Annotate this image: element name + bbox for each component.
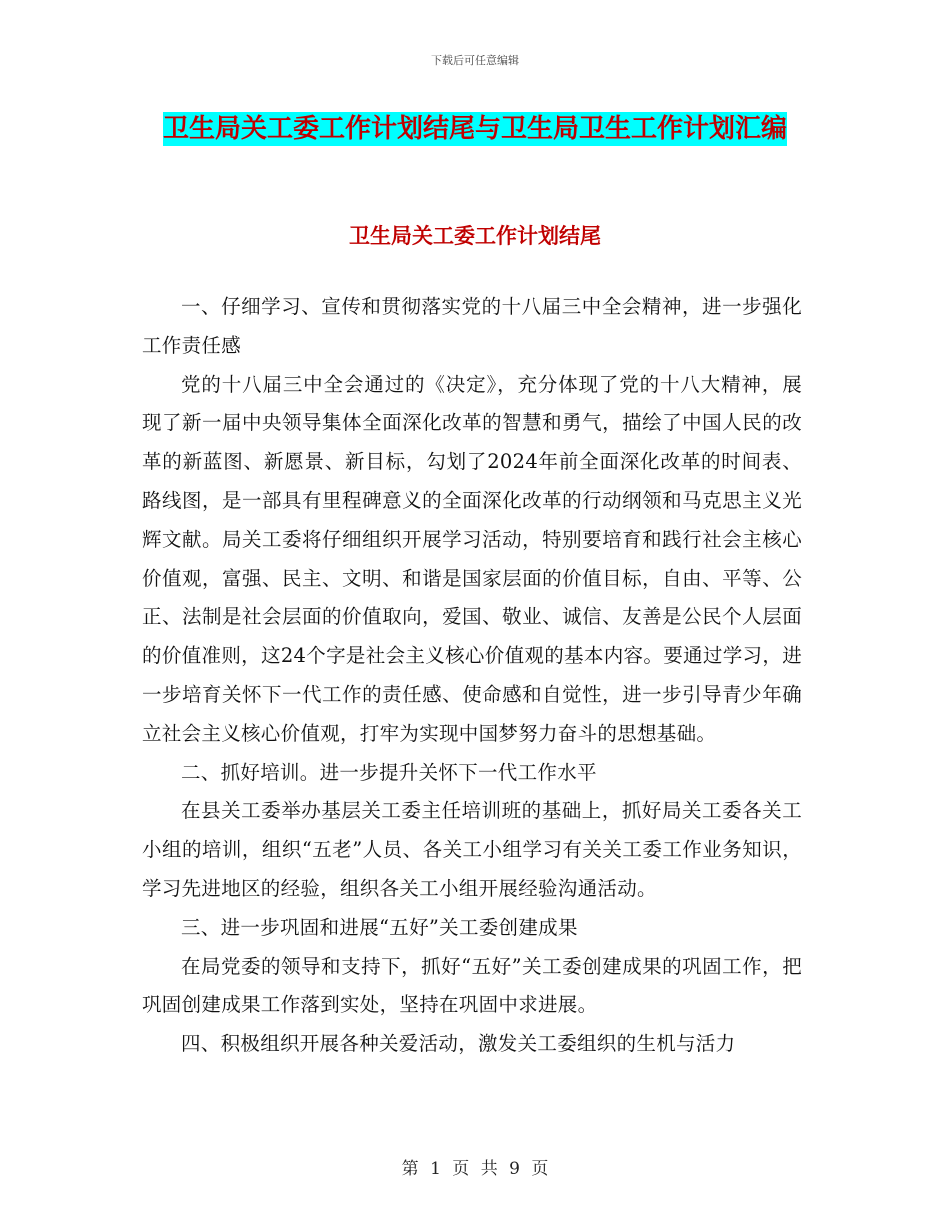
paragraph-body-3: 在局党委的领导和支持下，抓好“五好”关工委创建成果的巩固工作，把巩固创建成果工作落到实处，坚持在巩固中求进展。 <box>142 954 802 1017</box>
document-title-text: 卫生局关工委工作计划结尾与卫生局卫生工作计划汇编 <box>162 114 787 144</box>
paragraph-heading-1: 一、仔细学习、宣传和贯彻落实党的十八届三中全会精神，进一步强化工作责任感 <box>142 295 802 357</box>
page-header-note: 下载后可任意编辑 <box>431 54 519 67</box>
paragraph-heading-2: 二、抓好培训。进一步提升关怀下一代工作水平 <box>181 760 597 784</box>
paragraph-heading-3: 三、进一步巩固和进展“五好”关工委创建成果 <box>181 915 578 939</box>
section-title: 卫生局关工委工作计划结尾 <box>349 224 601 248</box>
paragraph-heading-4: 四、积极组织开展各种关爱活动，激发关工委组织的生机与活力 <box>181 1032 736 1056</box>
page-footer: 第 1 页 共 9 页 <box>401 1159 549 1179</box>
paragraph-body-2: 在县关工委举办基层关工委主任培训班的基础上，抓好局关工委各关工小组的培训，组织“五老”人员、各关工小组学习有关关工委工作业务知识，学习先进地区的经验，组织各关工小组开展经验沟通活动。 <box>142 799 802 900</box>
paragraph-body-1: 党的十八届三中全会通过的《决定》，充分体现了党的十八大精神，展现了新一届中央领导集体全面深化改革的智慧和勇气，描绘了中国人民的改革的新蓝图、新愿景、新目标，勾划了2024年前全面深化改革的时间表、路线图，是一部具有里程碑意义的全面深化改革的行动纲领和马克思主义光辉文献。局关工委将仔细组织开展学习活动，特别要培育和践行社会主核心价值观，富强、民主、文明、和谐是国家层面的价值目标，自由、平等、公正、法制是社会层面的价值取向，爱国、敬业、诚信、友善是公民个人层面的价值准则，这24个字是社会主义核心价值观的基本内容。要通过学习，进一步培育关怀下一代工作的责任感、使命感和自觉性，进一步引导青少年确立社会主义核心价值观，打牢为实现中国梦努力奋斗的思想基础。 <box>142 372 802 745</box>
document-body <box>142 288 802 1064</box>
document-title <box>140 106 810 152</box>
